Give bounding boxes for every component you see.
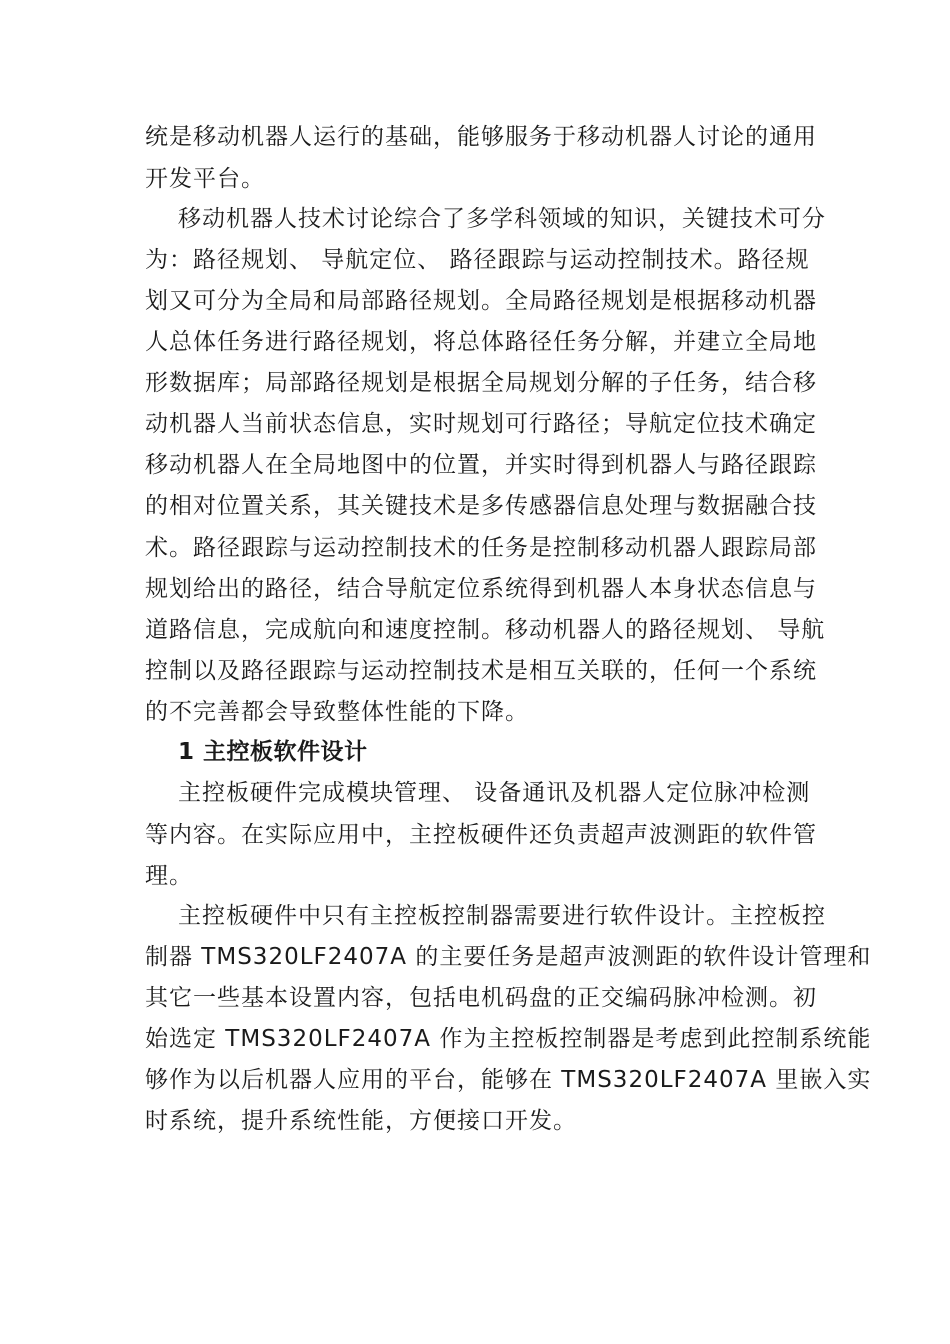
paragraph-line: 的不完善都会导致整体性能的下降。: [145, 699, 529, 725]
paragraph-line: 移动机器人技术讨论综合了多学科领域的知识，关键技术可分: [178, 206, 826, 232]
paragraph-line: 统是移动机器人运行的基础，能够服务于移动机器人讨论的通用: [145, 124, 817, 150]
paragraph-line: 主控板硬件中只有主控板控制器需要进行软件设计。主控板控: [178, 903, 826, 929]
paragraph-line: 够作为以后机器人应用的平台，能够在 TMS320LF2407A 里嵌入实: [145, 1067, 872, 1093]
paragraph-line: 形数据库；局部路径规划是根据全局规划分解的子任务，结合移: [145, 370, 817, 396]
paragraph-line: 移动机器人在全局地图中的位置，并实时得到机器人与路径跟踪: [145, 452, 817, 478]
paragraph-line: 制器 TMS320LF2407A 的主要任务是超声波测距的软件设计管理和: [145, 944, 872, 970]
paragraph-line: 时系统，提升系统性能，方便接口开发。: [145, 1108, 577, 1134]
paragraph-line: 开发平台。: [145, 166, 265, 192]
paragraph-line: 控制以及路径跟踪与运动控制技术是相互关联的，任何一个系统: [145, 658, 817, 684]
paragraph-line: 始选定 TMS320LF2407A 作为主控板控制器是考虑到此控制系统能: [145, 1026, 872, 1052]
paragraph-line: 的相对位置关系，其关键技术是多传感器信息处理与数据融合技: [145, 493, 817, 519]
paragraph-line: 道路信息，完成航向和速度控制。移动机器人的路径规划、 导航: [145, 617, 826, 643]
paragraph-line: 人总体任务进行路径规划，将总体路径任务分解，并建立全局地: [145, 329, 817, 355]
paragraph-line: 其它一些基本设置内容，包括电机码盘的正交编码脉冲检测。初: [145, 985, 817, 1011]
paragraph-line: 理。: [145, 863, 193, 889]
section-heading: 1 主控板软件设计: [178, 739, 368, 765]
paragraph-line: 主控板硬件完成模块管理、 设备通讯及机器人定位脉冲检测: [178, 780, 811, 806]
paragraph-line: 术。路径跟踪与运动控制技术的任务是控制移动机器人跟踪局部: [145, 535, 817, 561]
paragraph-line: 动机器人当前状态信息，实时规划可行路径；导航定位技术确定: [145, 411, 817, 437]
paragraph-line: 划又可分为全局和局部路径规划。全局路径规划是根据移动机器: [145, 288, 817, 314]
paragraph-line: 规划给出的路径，结合导航定位系统得到机器人本身状态信息与: [145, 576, 817, 602]
paragraph-line: 为：路径规划、 导航定位、 路径跟踪与运动控制技术。路径规: [145, 247, 810, 273]
paragraph-line: 等内容。在实际应用中，主控板硬件还负责超声波测距的软件管: [145, 822, 817, 848]
